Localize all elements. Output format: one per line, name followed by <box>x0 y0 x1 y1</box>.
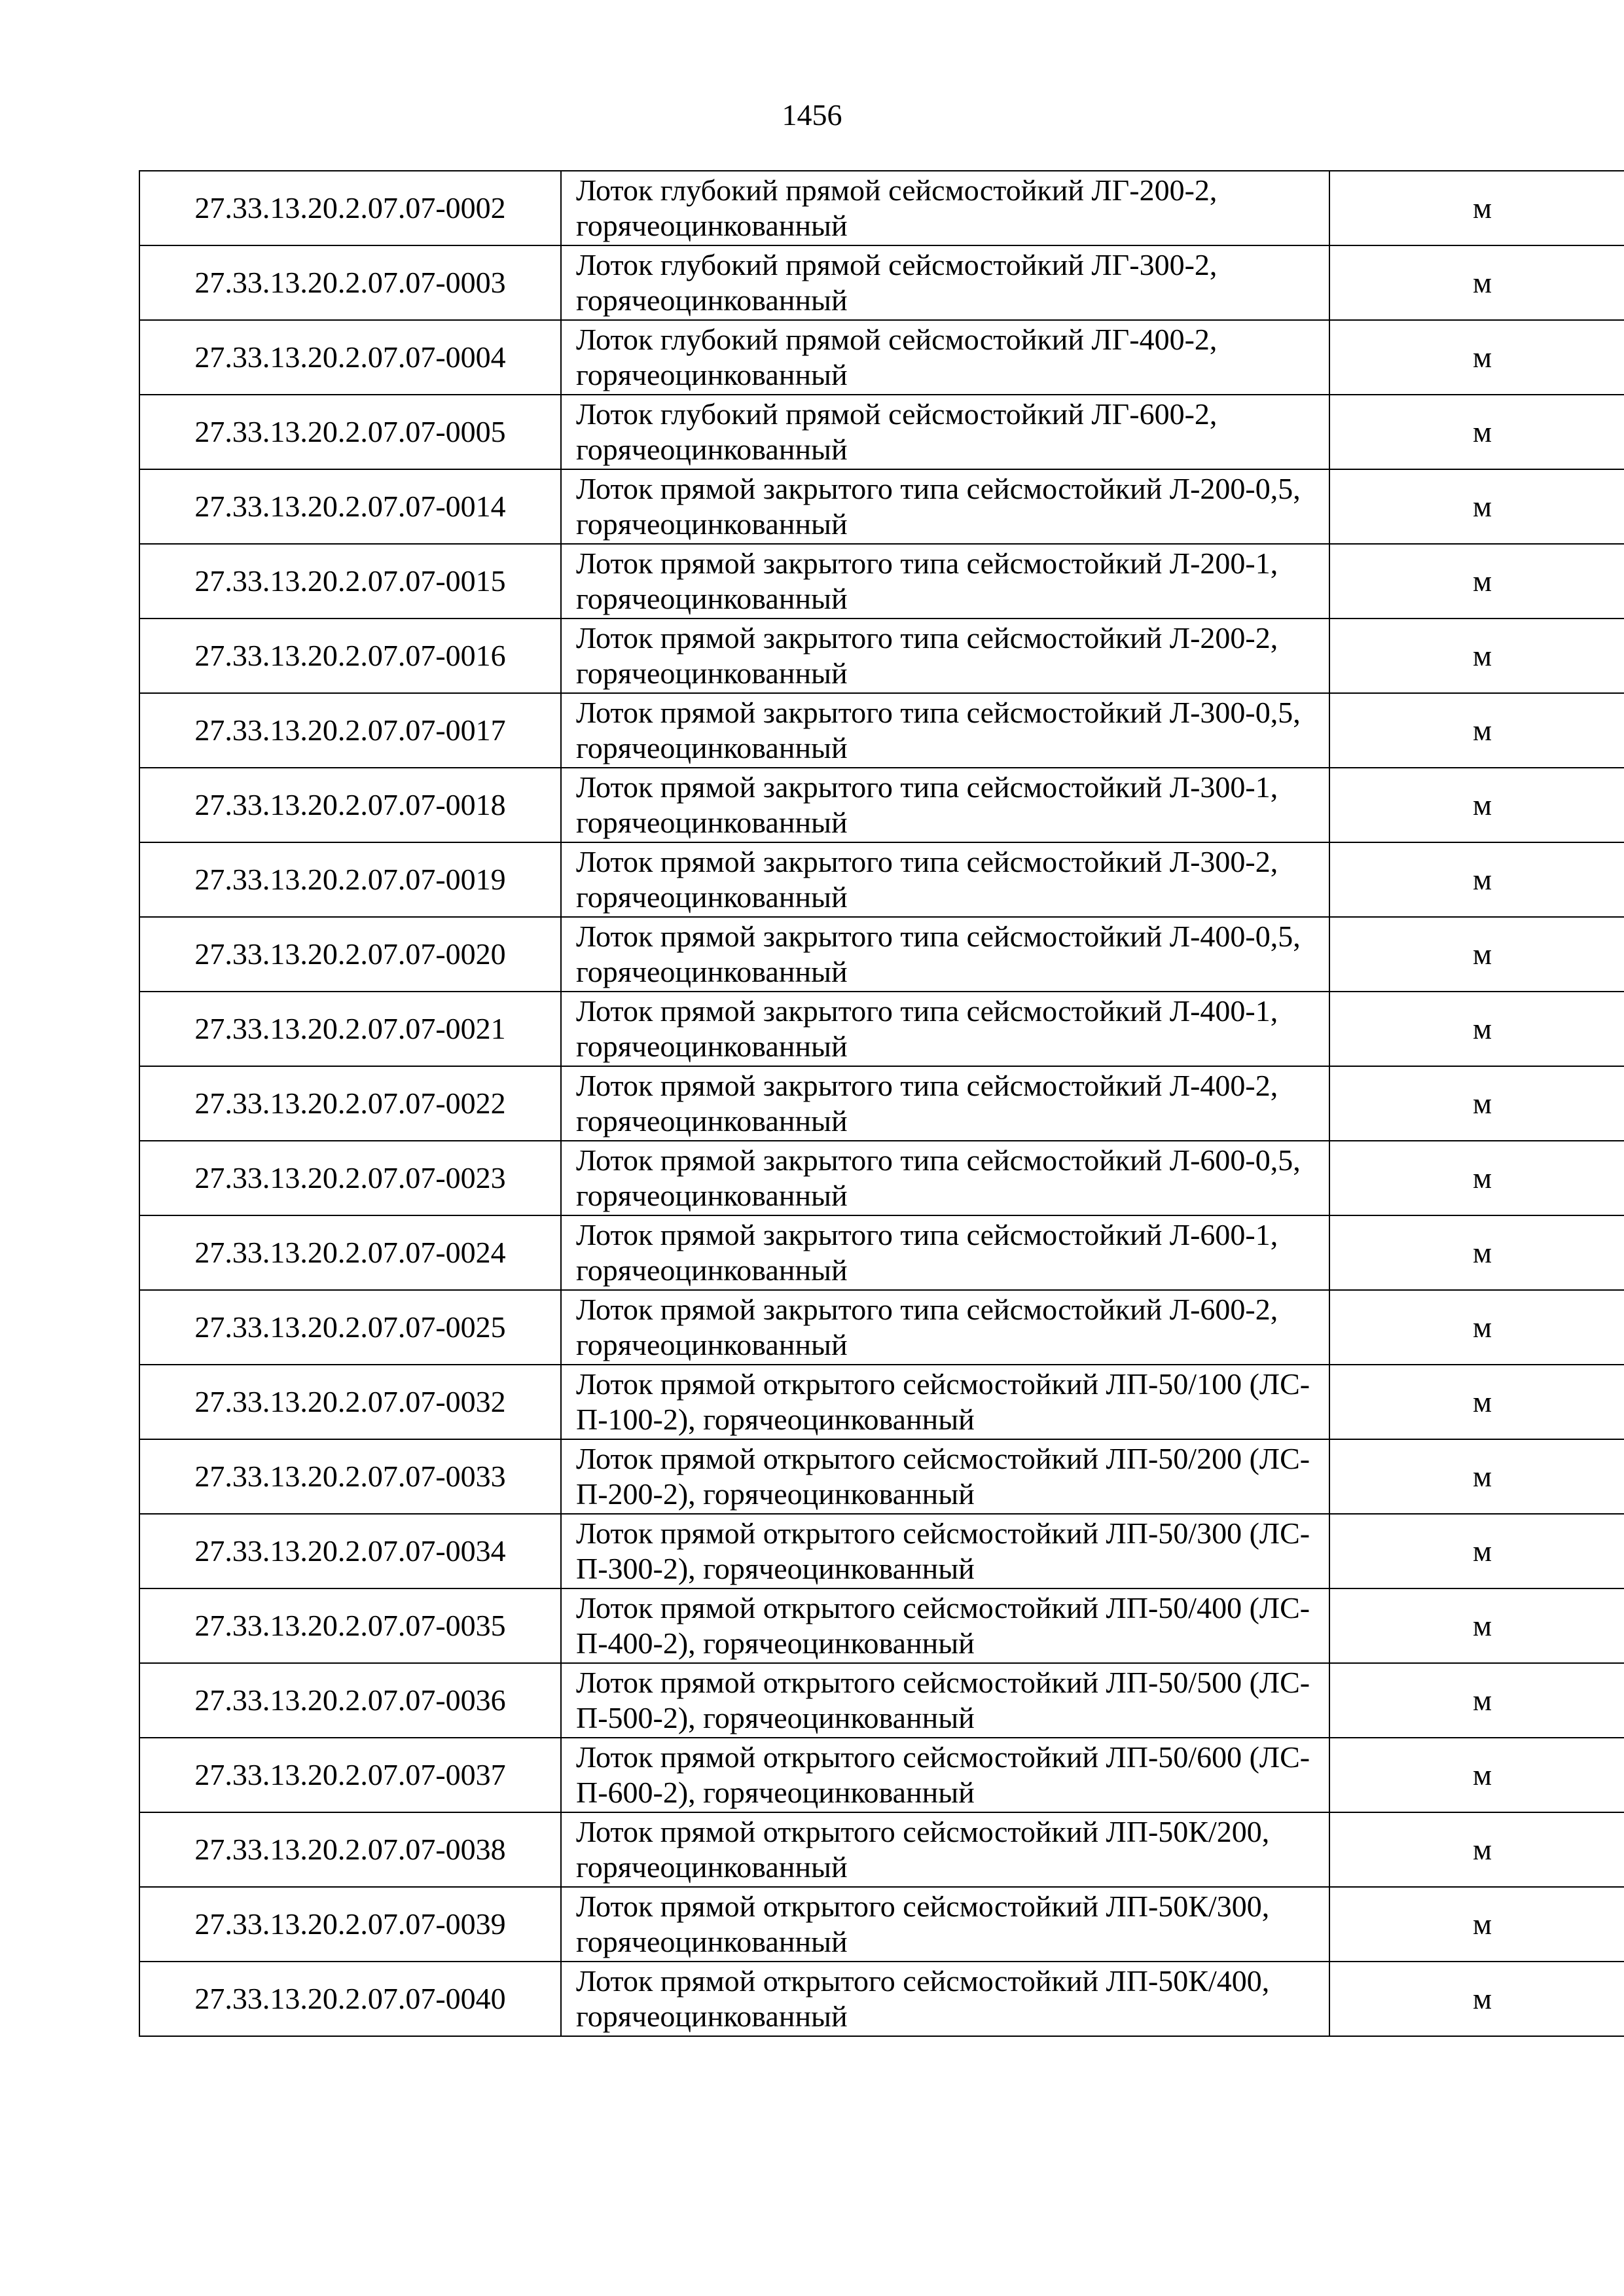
unit-cell: м <box>1329 1663 1624 1738</box>
unit-cell: м <box>1329 320 1624 395</box>
name-cell: Лоток глубокий прямой сейсмостойкий ЛГ-200-2, горячеоцинкованный <box>561 171 1329 245</box>
unit-cell: м <box>1329 171 1624 245</box>
code-cell: 27.33.13.20.2.07.07-0034 <box>139 1514 561 1588</box>
unit-cell: м <box>1329 992 1624 1066</box>
unit-cell: м <box>1329 768 1624 842</box>
table-row <box>139 1663 1624 1738</box>
table-row <box>139 1738 1624 1812</box>
table-row <box>139 544 1624 619</box>
code-cell: 27.33.13.20.2.07.07-0039 <box>139 1887 561 1962</box>
unit-cell: м <box>1329 395 1624 469</box>
code-cell: 27.33.13.20.2.07.07-0015 <box>139 544 561 619</box>
name-cell: Лоток прямой закрытого типа сейсмостойкий Л-400-0,5, горячеоцинкованный <box>561 917 1329 992</box>
name-cell: Лоток прямой открытого сейсмостойкий ЛП-50/600 (ЛС- П-600-2), горячеоцинкованный <box>561 1738 1329 1812</box>
code-cell: 27.33.13.20.2.07.07-0022 <box>139 1066 561 1141</box>
name-cell: Лоток прямой закрытого типа сейсмостойкий Л-400-2, горячеоцинкованный <box>561 1066 1329 1141</box>
table-row <box>139 1215 1624 1290</box>
table-row <box>139 693 1624 768</box>
code-cell: 27.33.13.20.2.07.07-0017 <box>139 693 561 768</box>
catalog-table-body <box>139 171 1624 2036</box>
code-cell: 27.33.13.20.2.07.07-0019 <box>139 842 561 917</box>
code-cell: 27.33.13.20.2.07.07-0002 <box>139 171 561 245</box>
table-row <box>139 1588 1624 1663</box>
name-cell: Лоток прямой открытого сейсмостойкий ЛП-50/500 (ЛС- П-500-2), горячеоцинкованный <box>561 1663 1329 1738</box>
table-row <box>139 245 1624 320</box>
code-cell: 27.33.13.20.2.07.07-0025 <box>139 1290 561 1365</box>
unit-cell: м <box>1329 1290 1624 1365</box>
table-row <box>139 917 1624 992</box>
name-cell: Лоток прямой открытого сейсмостойкий ЛП-50К/200, горячеоцинкованный <box>561 1812 1329 1887</box>
table-row <box>139 842 1624 917</box>
unit-cell: м <box>1329 1215 1624 1290</box>
code-cell: 27.33.13.20.2.07.07-0003 <box>139 245 561 320</box>
name-cell: Лоток прямой открытого сейсмостойкий ЛП-50/100 (ЛС- П-100-2), горячеоцинкованный <box>561 1365 1329 1439</box>
table-row <box>139 1290 1624 1365</box>
table-row <box>139 619 1624 693</box>
code-cell: 27.33.13.20.2.07.07-0014 <box>139 469 561 544</box>
unit-cell: м <box>1329 619 1624 693</box>
code-cell: 27.33.13.20.2.07.07-0024 <box>139 1215 561 1290</box>
table-row <box>139 1514 1624 1588</box>
code-cell: 27.33.13.20.2.07.07-0023 <box>139 1141 561 1215</box>
name-cell: Лоток прямой закрытого типа сейсмостойкий Л-600-1, горячеоцинкованный <box>561 1215 1329 1290</box>
unit-cell: м <box>1329 693 1624 768</box>
code-cell: 27.33.13.20.2.07.07-0016 <box>139 619 561 693</box>
code-cell: 27.33.13.20.2.07.07-0040 <box>139 1962 561 2036</box>
code-cell: 27.33.13.20.2.07.07-0005 <box>139 395 561 469</box>
table-row <box>139 469 1624 544</box>
name-cell: Лоток прямой открытого сейсмостойкий ЛП-50/400 (ЛС- П-400-2), горячеоцинкованный <box>561 1588 1329 1663</box>
name-cell: Лоток прямой закрытого типа сейсмостойкий Л-600-0,5, горячеоцинкованный <box>561 1141 1329 1215</box>
name-cell: Лоток глубокий прямой сейсмостойкий ЛГ-400-2, горячеоцинкованный <box>561 320 1329 395</box>
name-cell: Лоток прямой открытого сейсмостойкий ЛП-50/300 (ЛС- П-300-2), горячеоцинкованный <box>561 1514 1329 1588</box>
name-cell: Лоток прямой закрытого типа сейсмостойкий Л-600-2, горячеоцинкованный <box>561 1290 1329 1365</box>
table-row <box>139 1141 1624 1215</box>
unit-cell: м <box>1329 544 1624 619</box>
code-cell: 27.33.13.20.2.07.07-0036 <box>139 1663 561 1738</box>
table-row <box>139 320 1624 395</box>
name-cell: Лоток глубокий прямой сейсмостойкий ЛГ-600-2, горячеоцинкованный <box>561 395 1329 469</box>
code-cell: 27.33.13.20.2.07.07-0038 <box>139 1812 561 1887</box>
unit-cell: м <box>1329 1141 1624 1215</box>
unit-cell: м <box>1329 1812 1624 1887</box>
name-cell: Лоток прямой закрытого типа сейсмостойкий Л-300-1, горячеоцинкованный <box>561 768 1329 842</box>
unit-cell: м <box>1329 842 1624 917</box>
table-row <box>139 1066 1624 1141</box>
unit-cell: м <box>1329 469 1624 544</box>
unit-cell: м <box>1329 1439 1624 1514</box>
name-cell: Лоток прямой открытого сейсмостойкий ЛП-50/200 (ЛС- П-200-2), горячеоцинкованный <box>561 1439 1329 1514</box>
code-cell: 27.33.13.20.2.07.07-0035 <box>139 1588 561 1663</box>
unit-cell: м <box>1329 917 1624 992</box>
name-cell: Лоток прямой закрытого типа сейсмостойкий Л-200-2, горячеоцинкованный <box>561 619 1329 693</box>
name-cell: Лоток прямой закрытого типа сейсмостойкий Л-200-0,5, горячеоцинкованный <box>561 469 1329 544</box>
name-cell: Лоток прямой закрытого типа сейсмостойкий Л-400-1, горячеоцинкованный <box>561 992 1329 1066</box>
catalog-table <box>139 170 1624 2037</box>
table-row <box>139 992 1624 1066</box>
table-row <box>139 1962 1624 2036</box>
code-cell: 27.33.13.20.2.07.07-0004 <box>139 320 561 395</box>
name-cell: Лоток прямой закрытого типа сейсмостойкий Л-200-1, горячеоцинкованный <box>561 544 1329 619</box>
code-cell: 27.33.13.20.2.07.07-0018 <box>139 768 561 842</box>
name-cell: Лоток прямой закрытого типа сейсмостойкий Л-300-2, горячеоцинкованный <box>561 842 1329 917</box>
unit-cell: м <box>1329 245 1624 320</box>
table-row <box>139 1887 1624 1962</box>
table-row <box>139 768 1624 842</box>
table-row <box>139 1812 1624 1887</box>
unit-cell: м <box>1329 1588 1624 1663</box>
unit-cell: м <box>1329 1365 1624 1439</box>
unit-cell: м <box>1329 1514 1624 1588</box>
name-cell: Лоток глубокий прямой сейсмостойкий ЛГ-300-2, горячеоцинкованный <box>561 245 1329 320</box>
name-cell: Лоток прямой открытого сейсмостойкий ЛП-50К/400, горячеоцинкованный <box>561 1962 1329 2036</box>
code-cell: 27.33.13.20.2.07.07-0037 <box>139 1738 561 1812</box>
unit-cell: м <box>1329 1738 1624 1812</box>
name-cell: Лоток прямой открытого сейсмостойкий ЛП-50К/300, горячеоцинкованный <box>561 1887 1329 1962</box>
code-cell: 27.33.13.20.2.07.07-0020 <box>139 917 561 992</box>
code-cell: 27.33.13.20.2.07.07-0032 <box>139 1365 561 1439</box>
unit-cell: м <box>1329 1962 1624 2036</box>
code-cell: 27.33.13.20.2.07.07-0021 <box>139 992 561 1066</box>
table-row <box>139 1365 1624 1439</box>
table-row <box>139 395 1624 469</box>
name-cell: Лоток прямой закрытого типа сейсмостойкий Л-300-0,5, горячеоцинкованный <box>561 693 1329 768</box>
code-cell: 27.33.13.20.2.07.07-0033 <box>139 1439 561 1514</box>
table-row <box>139 1439 1624 1514</box>
unit-cell: м <box>1329 1066 1624 1141</box>
unit-cell: м <box>1329 1887 1624 1962</box>
table-row <box>139 171 1624 245</box>
page-number: 1456 <box>782 98 842 132</box>
